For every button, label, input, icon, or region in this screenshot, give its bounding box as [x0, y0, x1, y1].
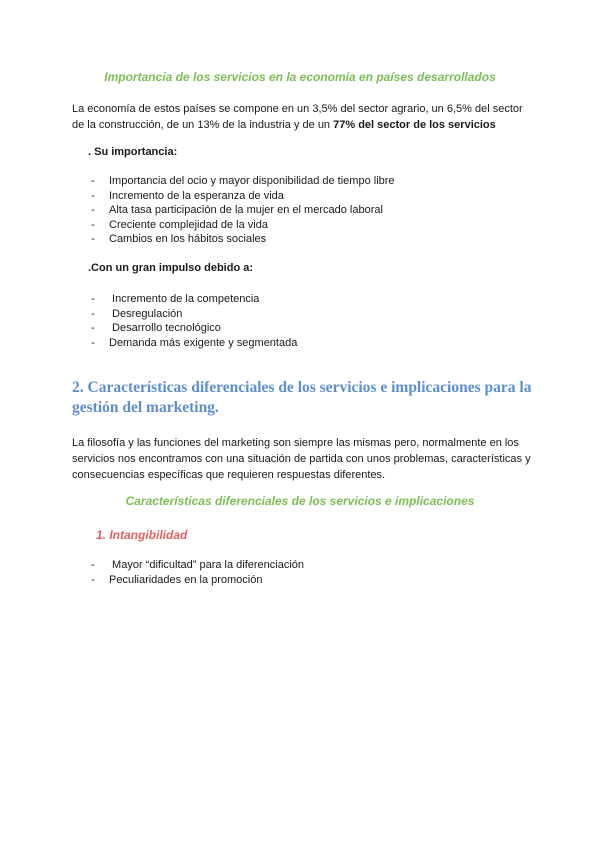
economy-paragraph: [72, 101, 532, 133]
bullet-dash: -: [91, 189, 95, 202]
bullet-dash: -: [91, 233, 95, 246]
section-heading-characteristics: 2. Características diferenciales de los servicios e implicaciones para la gestión del marketing.: [72, 379, 532, 416]
list-item: - Incremento de la competencia: [91, 293, 260, 305]
impulse-heading: .Con un gran impulso debido a:: [88, 262, 253, 274]
section-title-importance: Importancia de los servicios en la economía en países desarrollados: [104, 70, 496, 84]
list-item: - Peculiaridades en la promoción: [91, 573, 263, 586]
economy-paragraph-text: La economía de estos países se compone en un 3,5% del sector agrario, un 6,5% del sector de la construcción, de un 13% de la industria y de un: [72, 103, 523, 131]
section-subtitle-characteristics: Características diferenciales de los servicios e implicaciones: [125, 494, 475, 508]
list-item: - Cambios en los hábitos sociales: [91, 233, 267, 246]
list-item: - Incremento de la esperanza de vida: [91, 189, 284, 202]
bullet-dash: -: [91, 293, 95, 305]
list-item: - Importancia del ocio y mayor disponibilidad de tiempo libre: [91, 175, 395, 187]
impulse-list: [91, 292, 297, 350]
bullet-dash: -: [91, 218, 95, 231]
list-item: - Alta tasa participación de la mujer en el mercado laboral: [91, 204, 383, 217]
list-item: - Demanda más exigente y segmentada: [91, 336, 298, 349]
bullet-dash: -: [91, 204, 95, 217]
economy-paragraph-bold: 77% del sector de los servicios: [333, 119, 496, 131]
bullet-dash: -: [91, 175, 95, 187]
bullet-dash: -: [91, 307, 95, 320]
bullet-dash: -: [91, 336, 95, 349]
importance-list: [91, 174, 395, 247]
list-item: - Desarrollo tecnológico: [91, 322, 221, 335]
bullet-dash: -: [91, 559, 95, 571]
intangibility-list: [91, 558, 304, 587]
list-item: - Desregulación: [91, 307, 183, 320]
importance-heading: . Su importancia:: [88, 146, 178, 158]
list-item: - Creciente complejidad de la vida: [91, 218, 268, 231]
bullet-dash: -: [91, 573, 95, 586]
bullet-dash: -: [91, 322, 95, 335]
marketing-paragraph: La filosofía y las funciones del marketing son siempre las mismas pero, normalmente en los servicios nos encontramos con una situación de partida con unos problemas, características y consecuencias específicas que requieren respuestas diferentes.: [72, 437, 531, 481]
list-item: - Mayor “dificultad” para la diferenciación: [91, 559, 305, 571]
intangibility-heading: 1. Intangibilidad: [96, 528, 188, 542]
